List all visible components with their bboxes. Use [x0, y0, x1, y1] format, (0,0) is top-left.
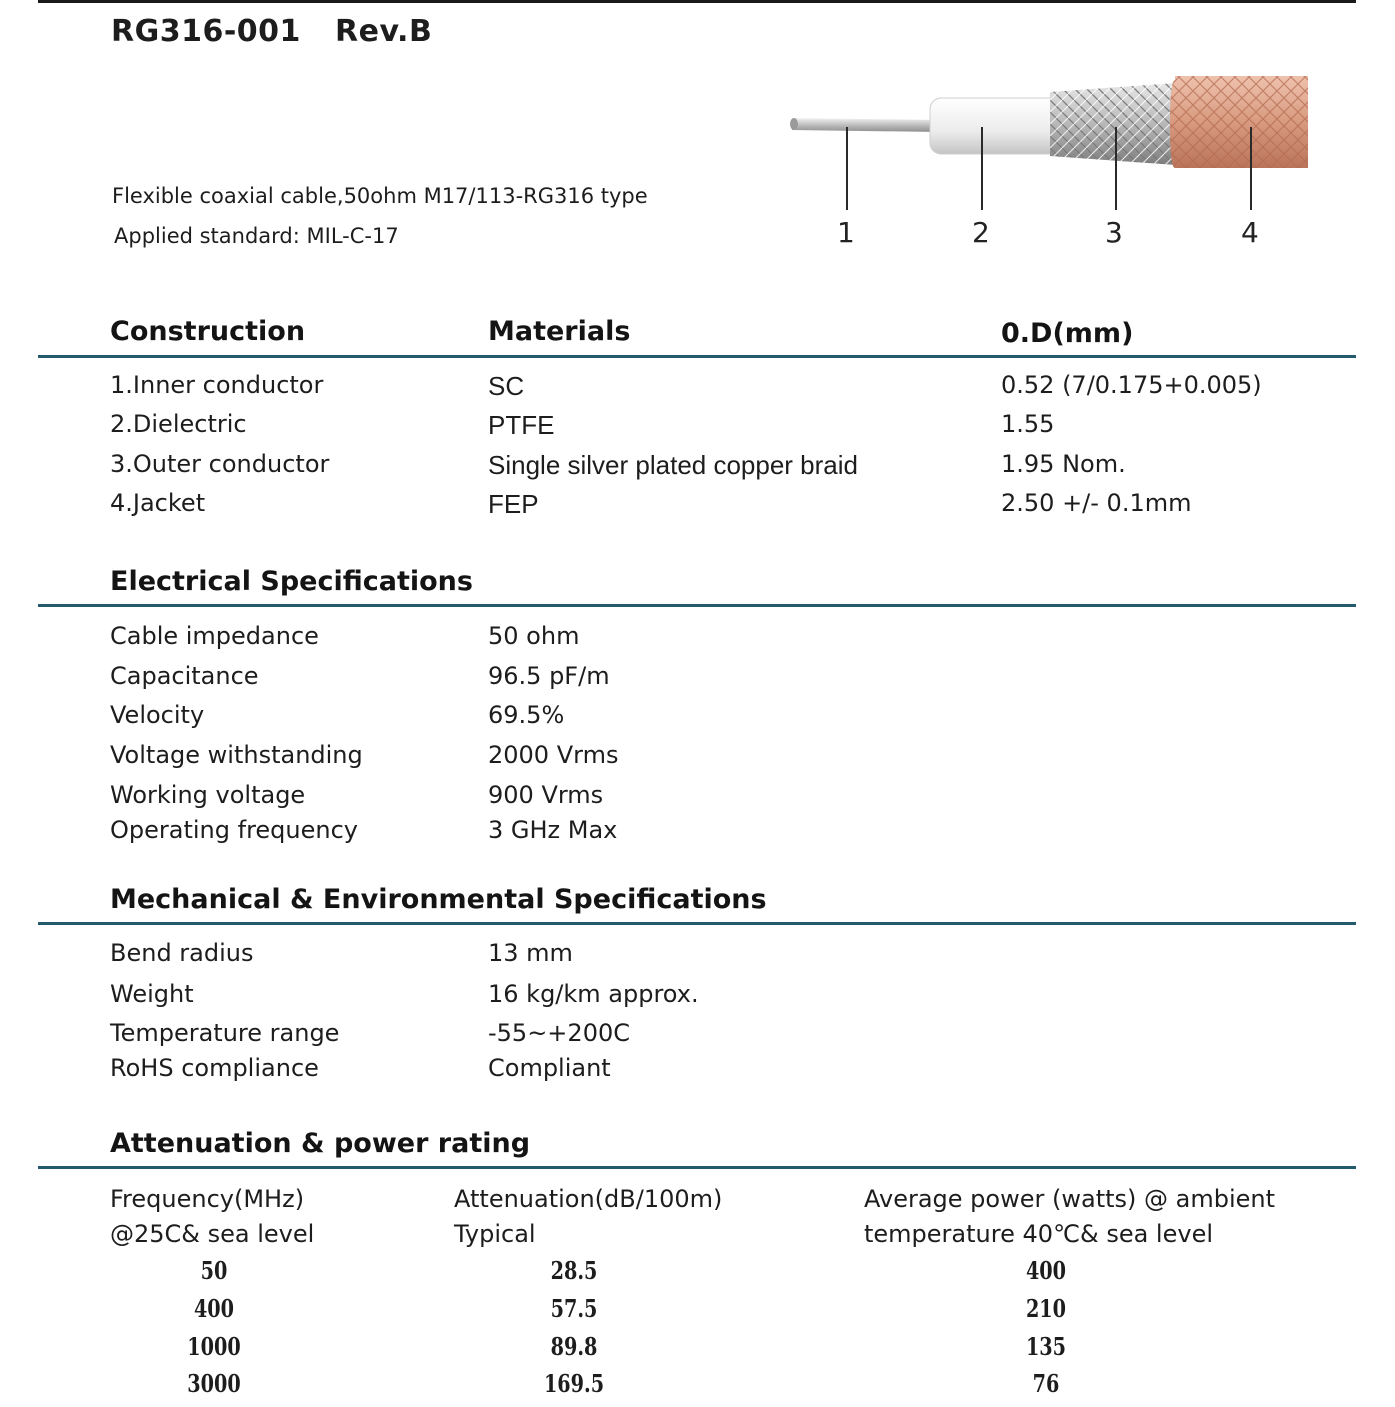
power-value: 210 [1025, 1294, 1067, 1323]
mechanical-row [0, 1019, 1395, 1059]
callout-number-3: 3 [1105, 216, 1123, 249]
electrical-row [0, 781, 1395, 821]
spec-value: Compliant [488, 1054, 611, 1082]
construction-part: 3.Outer conductor [110, 450, 330, 478]
electrical-rule [38, 604, 1356, 607]
conductor-tip [790, 118, 798, 130]
construction-od: 1.95 Nom. [1001, 450, 1126, 478]
construction-row [0, 371, 1395, 411]
callout-number-4: 4 [1241, 216, 1259, 249]
dielectric-layer [930, 98, 1065, 154]
construction-material: FEP [488, 489, 539, 519]
frequency-value: 400 [193, 1294, 235, 1323]
spec-value: 69.5% [488, 701, 565, 729]
spec-label: Operating frequency [110, 816, 358, 844]
construction-part: 1.Inner conductor [110, 371, 324, 399]
spec-value: 900 Vrms [488, 781, 604, 809]
construction-od: 1.55 [1001, 410, 1055, 438]
applied-standard: Applied standard: MIL-C-17 [114, 224, 399, 248]
table-row [0, 1294, 1395, 1332]
attenuation-value: 28.5 [550, 1256, 598, 1285]
construction-row [0, 450, 1395, 490]
spec-value: 96.5 pF/m [488, 662, 610, 690]
construction-part: 2.Dielectric [110, 410, 247, 438]
mechanical-title: Mechanical & Environmental Specifications [110, 884, 767, 915]
table-row [0, 1332, 1395, 1370]
construction-row [0, 410, 1395, 450]
inner-conductor [792, 118, 940, 132]
spec-label: Weight [110, 980, 194, 1008]
spec-value: 2000 Vrms [488, 741, 619, 769]
revision: Rev.B [335, 14, 433, 49]
top-rule [38, 0, 1356, 3]
frequency-header: Frequency(MHz) @25C& sea level [110, 1185, 315, 1248]
spec-value: 13 mm [488, 939, 573, 967]
construction-od: 2.50 +/- 0.1mm [1001, 489, 1192, 517]
construction-material: PTFE [488, 410, 555, 440]
spec-label: Cable impedance [110, 622, 319, 650]
table-row [0, 1369, 1395, 1407]
spec-label: Capacitance [110, 662, 259, 690]
spec-value: 50 ohm [488, 622, 580, 650]
attenuation-value: 89.8 [550, 1332, 598, 1361]
callout-number-1: 1 [837, 216, 855, 249]
power-value: 400 [1025, 1256, 1067, 1285]
construction-part: 4.Jacket [110, 489, 206, 517]
construction-od: 0.52 (7/0.175+0.005) [1001, 371, 1262, 399]
electrical-row [0, 701, 1395, 741]
mechanical-row [0, 939, 1395, 979]
attenuation-rule [38, 1166, 1356, 1169]
electrical-title: Electrical Specifications [110, 566, 473, 597]
materials-header: Materials [488, 316, 631, 347]
table-row [0, 1256, 1395, 1294]
spec-label: Working voltage [110, 781, 306, 809]
part-number: RG316-001 [111, 14, 301, 49]
od-header: 0.D(mm) [1001, 318, 1134, 349]
mechanical-row [0, 1054, 1395, 1094]
construction-material: SC [488, 371, 525, 401]
spec-label: Voltage withstanding [110, 741, 363, 769]
callout-line-4 [1250, 127, 1252, 210]
construction-material: Single silver plated copper braid [488, 450, 858, 480]
electrical-row [0, 816, 1395, 856]
description: Flexible coaxial cable,50ohm M17/113-RG316 type [112, 184, 648, 208]
mechanical-row [0, 980, 1395, 1020]
construction-row [0, 489, 1395, 529]
callout-number-2: 2 [972, 216, 990, 249]
construction-header: Construction [110, 316, 306, 347]
spec-label: Temperature range [110, 1019, 340, 1047]
attenuation-value: 57.5 [550, 1294, 598, 1323]
mechanical-rule [38, 922, 1356, 925]
spec-label: RoHS compliance [110, 1054, 319, 1082]
callout-line-1 [846, 127, 848, 210]
spec-value: 16 kg/km approx. [488, 980, 699, 1008]
electrical-row [0, 741, 1395, 781]
construction-rule [38, 355, 1356, 358]
callout-line-3 [1115, 127, 1117, 210]
power-value: 76 [1032, 1369, 1060, 1398]
spec-value: 3 GHz Max [488, 816, 618, 844]
power-header: Average power (watts) @ ambient temperature 40℃& sea level [864, 1185, 1276, 1248]
spec-label: Velocity [110, 701, 205, 729]
callout-line-2 [981, 127, 983, 210]
electrical-row [0, 662, 1395, 702]
power-value: 135 [1025, 1332, 1067, 1361]
frequency-value: 50 [200, 1256, 228, 1285]
electrical-row [0, 622, 1395, 662]
attenuation-value: 169.5 [543, 1369, 605, 1398]
spec-value: -55~+200C [488, 1019, 630, 1047]
cable-diagram [780, 60, 1320, 260]
frequency-value: 1000 [187, 1332, 241, 1361]
attenuation-title: Attenuation & power rating [110, 1128, 531, 1159]
spec-label: Bend radius [110, 939, 254, 967]
cable-illustration [780, 70, 1320, 180]
frequency-value: 3000 [187, 1369, 241, 1398]
attenuation-header: Attenuation(dB/100m) Typical [454, 1185, 723, 1248]
